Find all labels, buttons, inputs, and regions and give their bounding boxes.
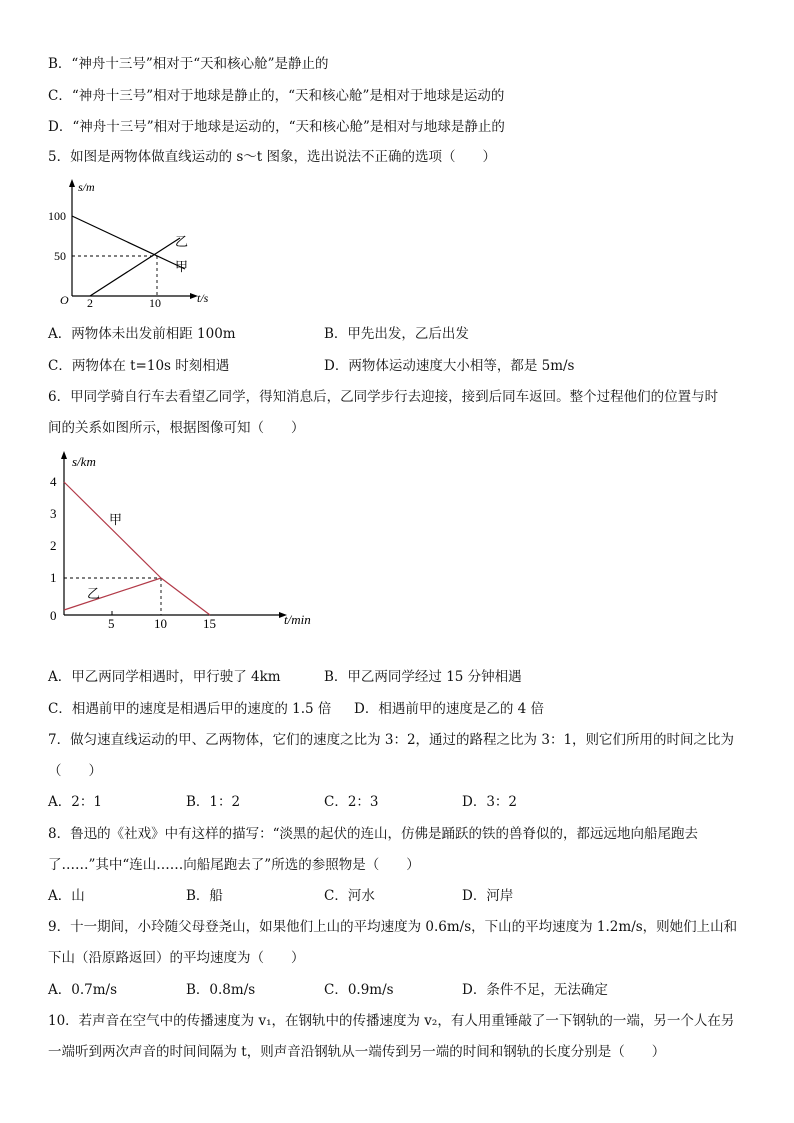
q5-ytick-100: 100 — [48, 209, 66, 223]
q6-st-graph — [40, 448, 340, 633]
q6-ytick-2: 2 — [50, 538, 57, 553]
q8-option-d: D．河岸 — [462, 888, 514, 904]
q6-y-arrow — [61, 451, 67, 459]
q6-label-yi: 乙 — [87, 586, 101, 601]
q4-option-d: D．“神舟十三号”相对于地球是运动的，“天和核心舱”是相对与地球是静止的 — [48, 119, 505, 135]
q5-xtick-10: 10 — [149, 296, 161, 310]
q5-line-jia — [72, 216, 185, 269]
q7-option-c: C．2：3 — [324, 794, 379, 810]
q5-ytick-50: 50 — [54, 249, 66, 263]
q9-option-d: D．条件不足，无法确定 — [462, 982, 608, 998]
q6-xtick-15: 15 — [203, 616, 216, 631]
q5-stem: 5．如图是两物体做直线运动的 s～t 图象，选出说法不正确的选项（ ） — [48, 149, 497, 165]
q6-line-yi — [64, 578, 161, 610]
q9-option-c: C．0.9m/s — [324, 982, 394, 998]
q9-stem-line2: 下山（沿原路返回）的平均速度为（ ） — [48, 950, 305, 966]
q8-option-a: A．山 — [48, 888, 85, 904]
q6-option-a: A．甲乙两同学相遇时，甲行驶了 4km — [48, 669, 281, 685]
q9-option-b: B．0.8m/s — [186, 982, 256, 998]
q6-xtick-10: 10 — [154, 616, 167, 631]
q6-xlabel: t/min — [284, 612, 311, 627]
q6-ytick-4: 4 — [50, 474, 57, 489]
q6-option-d: D．相遇前甲的速度是乙的 4 倍 — [354, 701, 544, 717]
q8-stem-line2: 了……”其中“连山……向船尾跑去了”所选的参照物是（ ） — [48, 857, 420, 873]
q6-ytick-3: 3 — [50, 506, 57, 521]
q6-option-b: B．甲乙两同学经过 15 分钟相遇 — [324, 669, 522, 685]
q5-xlabel: t/s — [197, 291, 209, 305]
q6-option-c: C．相遇前甲的速度是相遇后甲的速度的 1.5 倍 — [48, 701, 332, 717]
q5-label-jia: 甲 — [175, 259, 189, 274]
q7-option-d: D．3：2 — [462, 794, 518, 810]
q5-xtick-2: 2 — [87, 296, 93, 310]
q8-option-c: C．河水 — [324, 888, 375, 904]
q6-line-jia-after — [161, 578, 210, 615]
q5-origin: O — [60, 293, 69, 307]
q5-label-yi: 乙 — [175, 234, 189, 249]
q6-ylabel: s/km — [72, 454, 96, 469]
q8-stem-line1: 8．鲁迅的《社戏》中有这样的描写：“淡黑的起伏的连山，仿佛是踊跃的铁的兽脊似的，都远远地向船尾跑去 — [48, 826, 698, 842]
q7-option-b: B．1：2 — [186, 794, 241, 810]
q7-option-a: A．2：1 — [48, 794, 102, 810]
q10-stem-line1: 10．若声音在空气中的传播速度为 v₁，在钢轨中的传播速度为 v₂，有人用重锤敲了一下钢轨的一端，另一个人在另 — [48, 1013, 735, 1029]
q5-option-d: D．两物体运动速度大小相等，都是 5m/s — [324, 358, 575, 374]
q9-stem-line1: 9．十一期间，小玲随父母登尧山，如果他们上山的平均速度为 0.6m/s，下山的平均速度为 1.2m/s，则她们上山和 — [48, 919, 738, 935]
q5-option-a: A．两物体未出发前相距 100m — [48, 326, 236, 342]
q7-stem-line1: 7．做匀速直线运动的甲、乙两物体，它们的速度之比为 3：2，通过的路程之比为 3：1，则它们所用的时间之比为 — [48, 732, 735, 748]
q10-stem-line2: 一端听到两次声音的时间间隔为 t，则声音沿钢轨从一端传到另一端的时间和钢轨的长度分别是（ ） — [48, 1044, 666, 1060]
q6-label-jia: 甲 — [109, 512, 123, 527]
q5-ylabel: s/m — [78, 180, 95, 194]
q7-stem-line2: （ ） — [48, 763, 102, 779]
q5-y-arrow — [69, 179, 75, 187]
q6-stem-line1: 6．甲同学骑自行车去看望乙同学，得知消息后，乙同学步行去迎接，接到后同车返回。整个过程他们的位置与时 — [48, 389, 719, 405]
q5-option-b: B．甲先出发，乙后出发 — [324, 326, 469, 342]
q6-line-jia-before — [64, 482, 161, 578]
q6-ytick-0: 0 — [50, 608, 57, 623]
q5-option-c: C．两物体在 t=10s 时刻相遇 — [48, 358, 230, 374]
q6-stem-line2: 间的关系如图所示，根据图像可知（ ） — [48, 420, 305, 436]
q9-option-a: A．0.7m/s — [48, 982, 117, 998]
q4-option-c: C．“神舟十三号”相对于地球是静止的，“天和核心舱”是相对于地球是运动的 — [48, 88, 505, 104]
q5-st-graph — [40, 176, 230, 311]
q6-ytick-1: 1 — [50, 570, 57, 585]
q4-option-b: B．“神舟十三号”相对于“天和核心舱”是静止的 — [48, 56, 329, 72]
q5-line-yi — [90, 238, 180, 296]
q6-xtick-5: 5 — [108, 616, 115, 631]
q8-option-b: B．船 — [186, 888, 223, 904]
